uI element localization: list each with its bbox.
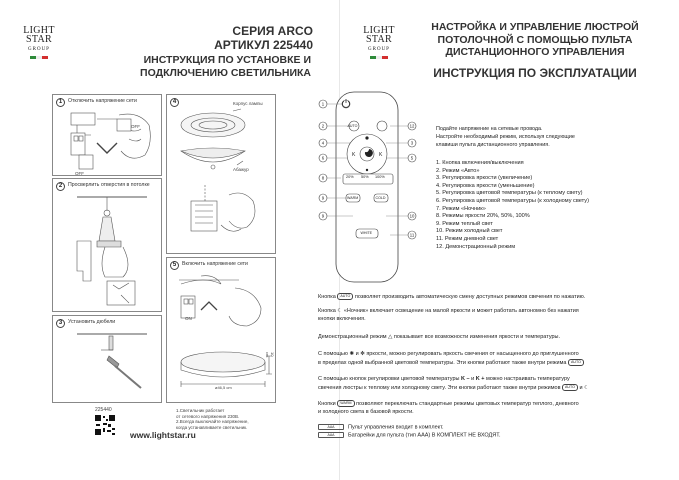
para-text: Демонстрационный режим	[318, 334, 387, 340]
legend-item: 10. Режим холодный свет	[436, 228, 503, 235]
para-text: и	[579, 384, 583, 391]
brightness-paragraph	[318, 351, 638, 368]
step-caption: Отключить напряжение сети	[68, 98, 137, 104]
install-subtitle	[140, 54, 311, 79]
legend-item: 7. Режим «Ночник»	[436, 205, 486, 212]
para-text: Кнопка	[318, 308, 336, 314]
safety-note: когда устанавливаете светильник.	[176, 424, 248, 430]
color-temp-paragraph	[318, 376, 638, 393]
para-text: яркости, можно регулировать яркость свечения от насыщенного до приглушенного	[366, 351, 579, 357]
auto-button[interactable]: AUTO	[347, 123, 358, 128]
svg-text:K: K	[352, 152, 356, 158]
brand-logo	[362, 26, 396, 59]
intro-text	[436, 125, 646, 149]
svg-text:1: 1	[321, 101, 325, 107]
auto-pill-icon: AUTO	[562, 384, 578, 391]
brand-logo	[22, 26, 56, 59]
svg-text:10: 10	[409, 213, 415, 219]
demo-triangle-icon: △	[388, 334, 393, 340]
battery-notes	[318, 424, 638, 441]
intro-line: клавиши пульта дистанционного управления.	[436, 142, 550, 148]
legend-item: 1. Кнопка включения/выключения	[436, 160, 524, 166]
series-title: СЕРИЯ ARCO	[232, 24, 313, 38]
logo-group: GROUP	[368, 47, 390, 52]
para-text: С помощью кнопок регулировки цветовой температуры	[318, 376, 460, 382]
para-text: в пределах одной выбранной цветовой температуры. Эти кнопки работают также внутри режима	[318, 359, 567, 366]
title-line: ПОТОЛОЧНОЙ С ПОМОЩЬЮ ПУЛЬТА	[437, 33, 633, 46]
k-plus-icon: K +	[475, 376, 485, 382]
para-text: и холодного света в базовой яркости.	[318, 408, 414, 415]
step-3-panel	[52, 315, 162, 403]
step-number: 2	[56, 182, 65, 191]
para-text: Кнопка	[318, 293, 336, 300]
logo-word-light: LIGHT	[23, 25, 55, 36]
white-button[interactable]: WHITE	[360, 231, 373, 235]
legend-item: 9. Режим теплый свет	[436, 220, 493, 227]
battery-icon: AAA	[318, 432, 344, 438]
legend-item: 2. Режим «Авто»	[436, 167, 480, 174]
legend-item: 4. Регулировка яркости (уменьшение)	[436, 182, 535, 189]
step-number: 4	[170, 98, 179, 107]
legend-item: 12. Демонстрационный режим	[436, 243, 516, 250]
auto-pill-icon: AUTO	[337, 293, 353, 300]
title-line: НАСТРОЙКА И УПРАВЛЕНИЕ ЛЮСТРОЙ	[431, 21, 639, 33]
logo-group: GROUP	[28, 47, 50, 52]
para-text: Кнопки	[318, 400, 336, 407]
legend-item: 11. Режим дневной свет	[436, 235, 499, 242]
shade-label: Абажур	[233, 167, 249, 172]
presets-paragraph	[318, 400, 638, 417]
step-number: 1	[56, 98, 65, 107]
intro-line: Настройте необходимый режим, используя следующие	[436, 134, 575, 140]
legend-item: 3. Регулировка яркости (увеличение)	[436, 175, 533, 182]
step-number: 3	[56, 319, 65, 328]
logo-word-light: LIGHT	[363, 25, 395, 36]
para-text: позволяет производить автоматическую смену доступных режимов свечения по нажатию.	[354, 293, 586, 300]
left-page	[0, 0, 339, 480]
para-text: и	[471, 376, 475, 382]
step-caption: Включить напряжение сети	[182, 261, 248, 267]
series-header	[214, 24, 313, 52]
operation-subtitle: ИНСТРУКЦИЯ ПО ЭКСПЛУАТАЦИИ	[433, 66, 637, 80]
para-text: кнопки включения.	[318, 315, 366, 322]
legend-item: 5. Регулировка цветовой температуры (к теплому свету)	[436, 190, 583, 197]
drill-illustration	[57, 191, 161, 311]
svg-text:5: 5	[410, 155, 414, 161]
para-text: показывает все возможности изменения яркости и температуры.	[393, 334, 561, 340]
svg-text:K: K	[379, 152, 383, 158]
auto-pill-icon: AUTO	[568, 359, 584, 366]
italian-flag-icon	[370, 56, 388, 59]
subtitle-line: ИНСТРУКЦИЯ ПО УСТАНОВКЕ И	[143, 54, 311, 66]
para-text: «Ночник» включает освещение на малой яркости и может работать автономно без нажатия	[343, 308, 579, 314]
svg-text:12: 12	[409, 123, 415, 129]
remote-control-diagram	[316, 88, 420, 288]
qr-code-icon	[94, 414, 116, 436]
brightness-100-button[interactable]: 100%	[375, 175, 385, 179]
svg-text:9: 9	[321, 195, 325, 201]
para-text: позволяют переключать стандартные режимы цветовых температур теплого, дневного	[356, 400, 579, 407]
safety-note: 1.Светильник работает	[176, 408, 225, 413]
warm-pill-icon: WARM	[337, 400, 354, 407]
svg-text:4: 4	[321, 140, 325, 146]
off-label: OFF	[75, 171, 84, 176]
para-text: свечения люстры к теплому или холодному свету. Эти кнопки работают также внутри режимов	[318, 384, 561, 391]
svg-text:6: 6	[321, 155, 325, 161]
step-5-panel	[166, 257, 276, 403]
brightness-down-icon: ✻	[360, 351, 365, 357]
para-text: Пульт управления входит в комплект.	[348, 424, 444, 431]
italian-flag-icon	[30, 56, 48, 59]
k-minus-icon: K –	[461, 376, 470, 382]
legend-item: 8. Режимы яркости 20%, 50%, 100%	[436, 213, 530, 220]
diameter-label: ø46,5 cm	[215, 385, 232, 390]
moon-icon: ☾	[584, 384, 590, 391]
battery-note	[318, 424, 638, 432]
auto-paragraph	[318, 293, 638, 302]
height-label: 10 cm	[265, 352, 275, 358]
step-1-panel	[52, 94, 162, 176]
battery-icon: AAA	[318, 424, 344, 430]
step-4-panel	[166, 94, 276, 254]
logo-word-star: STAR	[26, 34, 52, 45]
step-caption: Установить дюбели	[68, 319, 116, 325]
off-label: OFF	[131, 124, 140, 129]
power-off-illustration	[57, 109, 161, 175]
step-caption: Просверлить отверстия в потолке	[68, 182, 150, 188]
battery-note	[318, 432, 638, 440]
para-text: Батарейки для пульта (тип ААА) В КОМПЛЕКТ НЕ ВХОДЯТ.	[348, 432, 501, 439]
safety-note: 2.Всегда выключайте напряжение,	[176, 419, 249, 425]
para-text: С помощью	[318, 351, 348, 357]
moon-icon: ☾	[337, 308, 343, 314]
remote-title	[410, 21, 660, 59]
article-title: АРТИКУЛ 225440	[214, 38, 313, 52]
night-paragraph	[318, 308, 638, 324]
cold-button[interactable]: COLD	[375, 195, 386, 200]
legend-item: 6. Регулировка цветовой температуры (к холодному свету)	[436, 197, 589, 204]
svg-text:8: 8	[321, 175, 325, 181]
safety-notes	[176, 408, 249, 430]
power-on-illustration	[171, 270, 275, 402]
logo-word-star: STAR	[366, 34, 392, 45]
svg-text:3: 3	[410, 140, 414, 146]
para-text: и	[355, 351, 359, 357]
demo-paragraph	[318, 334, 638, 342]
article-code: 225440	[95, 407, 112, 413]
svg-text:11: 11	[409, 232, 415, 238]
svg-text:2: 2	[321, 123, 325, 129]
title-line: ДИСТАНЦИОННОГО УПРАВЛЕНИЯ	[445, 46, 625, 58]
intro-line: Подайте напряжение на сетевые провода.	[436, 126, 543, 132]
brightness-20-button[interactable]: 20%	[346, 175, 354, 179]
svg-text:9: 9	[321, 213, 325, 219]
on-label: ON	[185, 316, 192, 321]
warm-button[interactable]: WARM	[347, 195, 359, 200]
button-legend	[436, 160, 589, 251]
website-url[interactable]: www.lightstar.ru	[130, 430, 196, 440]
para-text: можно настраивать температуру	[486, 376, 570, 382]
assembly-illustration	[171, 105, 275, 253]
lamp-body-label: Корпус лампы	[233, 101, 263, 106]
brightness-50-button[interactable]: 50%	[361, 175, 369, 179]
subtitle-line: ПОДКЛЮЧЕНИЮ СВЕТИЛЬНИКА	[140, 66, 311, 79]
dowel-illustration	[57, 328, 161, 402]
safety-note: от сетевого напряжения 230В.	[176, 413, 240, 419]
step-2-panel	[52, 178, 162, 312]
brightness-up-icon: ✺	[349, 351, 355, 357]
step-number: 5	[170, 261, 179, 270]
